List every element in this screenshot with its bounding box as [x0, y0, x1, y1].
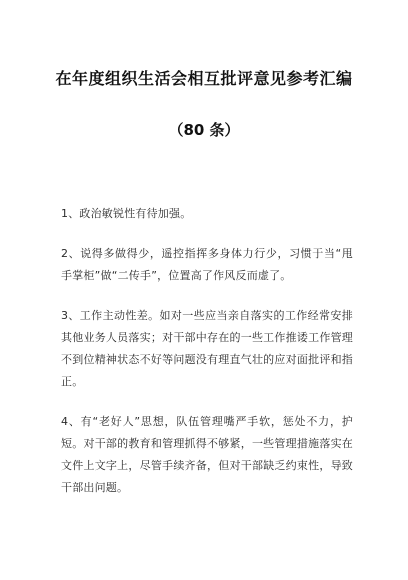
list-item: 2、说得多做得少，遥控指挥多身体力行少，习惯于当“甩手掌柜”做“二传手”，位置高了作风反而虚了。	[61, 247, 353, 282]
list-item: 4、有“老好人”思想，队伍管理嘴严手软，惩处不力，护短。对干部的教育和管理抓得不够紧，一些管理措施落实在文件上文字上，尽管手续齐备，但对干部缺乏约束性，导致干部出问题。	[61, 415, 353, 494]
list-item: 1、政治敏锐性有待加强。	[61, 207, 192, 220]
list-item: 3、工作主动性差。如对一些应当亲自落实的工作经常安排其他业务人员落实；对干部中存在的一些工作推诿工作管理不到位精神状态不好等问题没有理直气壮的应对面批评和指正。	[61, 309, 353, 388]
document-title: 在年度组织生活会相互批评意见参考汇编	[55, 69, 353, 88]
criticism-list	[61, 203, 353, 499]
document-subtitle: （80 条）	[168, 121, 240, 139]
